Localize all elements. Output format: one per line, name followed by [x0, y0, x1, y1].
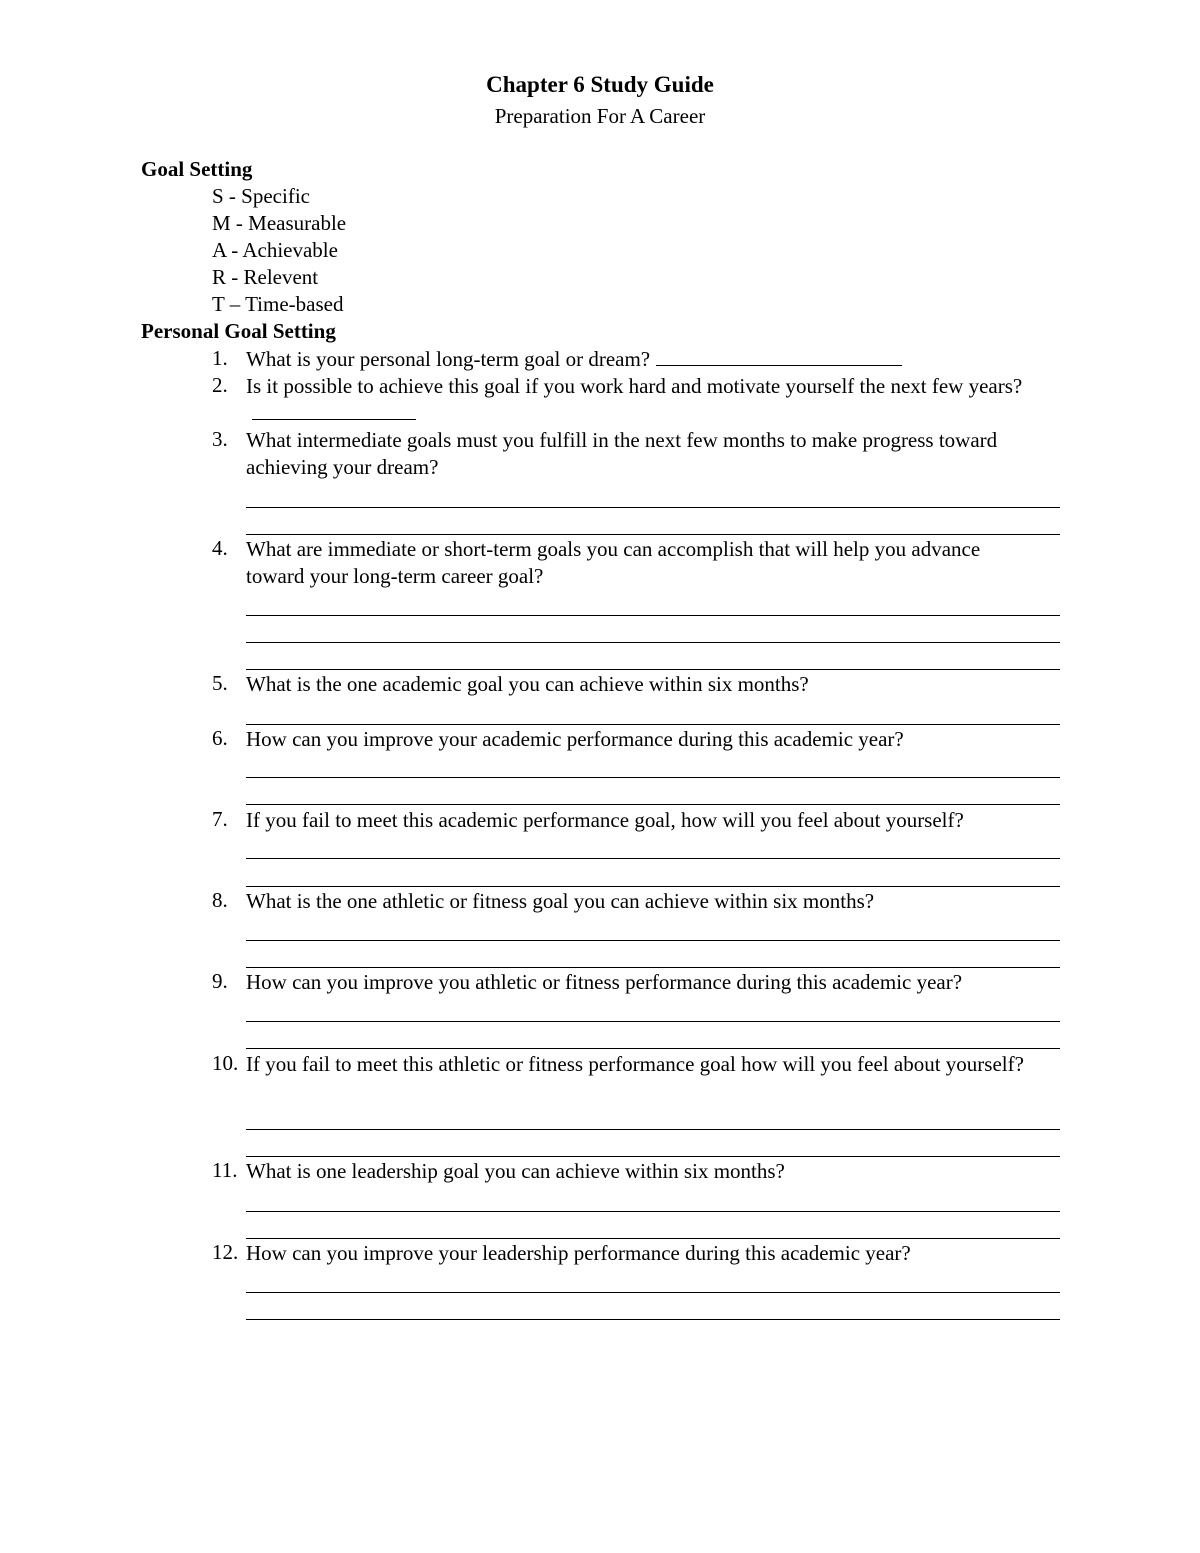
answer-line[interactable]	[246, 642, 1060, 643]
question-text: If you fail to meet this athletic or fitness performance goal how will you feel about yourself?	[246, 1052, 1024, 1076]
question-number: 1.	[212, 346, 228, 370]
question-text: What is the one academic goal you can achieve within six months?	[246, 672, 809, 696]
question-number: 2.	[212, 373, 228, 397]
question-number: 9.	[212, 969, 228, 993]
answer-line[interactable]	[246, 1238, 1060, 1239]
inline-answer-blank[interactable]	[656, 364, 902, 366]
question-text: How can you improve you athletic or fitness performance during this academic year?	[246, 970, 963, 994]
answer-line[interactable]	[246, 1048, 1060, 1049]
goal-setting-heading: Goal Setting	[141, 157, 253, 181]
answer-line[interactable]	[246, 886, 1060, 887]
smart-item-achievable: A - Achievable	[212, 238, 338, 262]
question-text: If you fail to meet this academic performance goal, how will you feel about yourself?	[246, 808, 964, 832]
question-text: Is it possible to achieve this goal if you work hard and motivate yourself the next few years?	[246, 374, 1023, 398]
page-subtitle: Preparation For A Career	[494, 104, 706, 128]
answer-line[interactable]	[246, 777, 1060, 778]
answer-line[interactable]	[246, 724, 1060, 725]
question-3	[246, 427, 1046, 481]
answer-line[interactable]	[246, 669, 1060, 670]
answer-line[interactable]	[246, 534, 1060, 535]
question-1	[246, 346, 1066, 373]
answer-line[interactable]	[246, 1021, 1060, 1022]
question-text: What is the one athletic or fitness goal you can achieve within six months?	[246, 889, 875, 913]
question-text: What intermediate goals must you fulfill in the next few months to make progress toward achieving your dream?	[246, 428, 998, 479]
question-text: What is one leadership goal you can achieve within six months?	[246, 1159, 785, 1183]
inline-answer-blank[interactable]	[252, 418, 416, 420]
answer-line[interactable]	[246, 1292, 1060, 1293]
answer-line[interactable]	[246, 804, 1060, 805]
question-9	[246, 969, 1066, 996]
question-number: 12.	[212, 1240, 239, 1264]
question-text: What is your personal long-term goal or dream?	[246, 347, 651, 371]
page-title: Chapter 6 Study Guide	[486, 72, 714, 97]
question-text: How can you improve your academic performance during this academic year?	[246, 727, 904, 751]
question-5	[246, 671, 1066, 698]
answer-line[interactable]	[246, 1211, 1060, 1212]
question-11	[246, 1158, 1066, 1185]
answer-line[interactable]	[246, 615, 1060, 616]
question-4	[246, 536, 1006, 590]
question-10	[246, 1051, 1046, 1078]
smart-item-time-based: T – Time-based	[212, 292, 344, 316]
question-text: How can you improve your leadership performance during this academic year?	[246, 1241, 911, 1265]
answer-line[interactable]	[246, 507, 1060, 508]
question-7	[246, 807, 1066, 834]
answer-line[interactable]	[246, 858, 1060, 859]
question-number: 4.	[212, 536, 228, 560]
question-number: 5.	[212, 671, 228, 695]
question-number: 10.	[212, 1051, 239, 1075]
personal-goal-setting-heading: Personal Goal Setting	[141, 319, 336, 343]
question-2	[246, 373, 1066, 427]
question-number: 7.	[212, 807, 228, 831]
smart-item-specific: S - Specific	[212, 184, 310, 208]
answer-line[interactable]	[246, 967, 1060, 968]
answer-line[interactable]	[246, 1319, 1060, 1320]
question-number: 11.	[212, 1158, 238, 1182]
question-12	[246, 1240, 1066, 1267]
question-text: What are immediate or short-term goals you can accomplish that will help you advance toward your long-term career goal?	[246, 537, 981, 588]
answer-line[interactable]	[246, 1156, 1060, 1157]
answer-line[interactable]	[246, 940, 1060, 941]
question-6	[246, 726, 1066, 753]
question-number: 3.	[212, 427, 228, 451]
question-number: 6.	[212, 726, 228, 750]
question-number: 8.	[212, 888, 228, 912]
answer-line[interactable]	[246, 1129, 1060, 1130]
smart-item-measurable: M - Measurable	[212, 211, 347, 235]
question-8	[246, 888, 1066, 915]
smart-item-relevent: R - Relevent	[212, 265, 319, 289]
